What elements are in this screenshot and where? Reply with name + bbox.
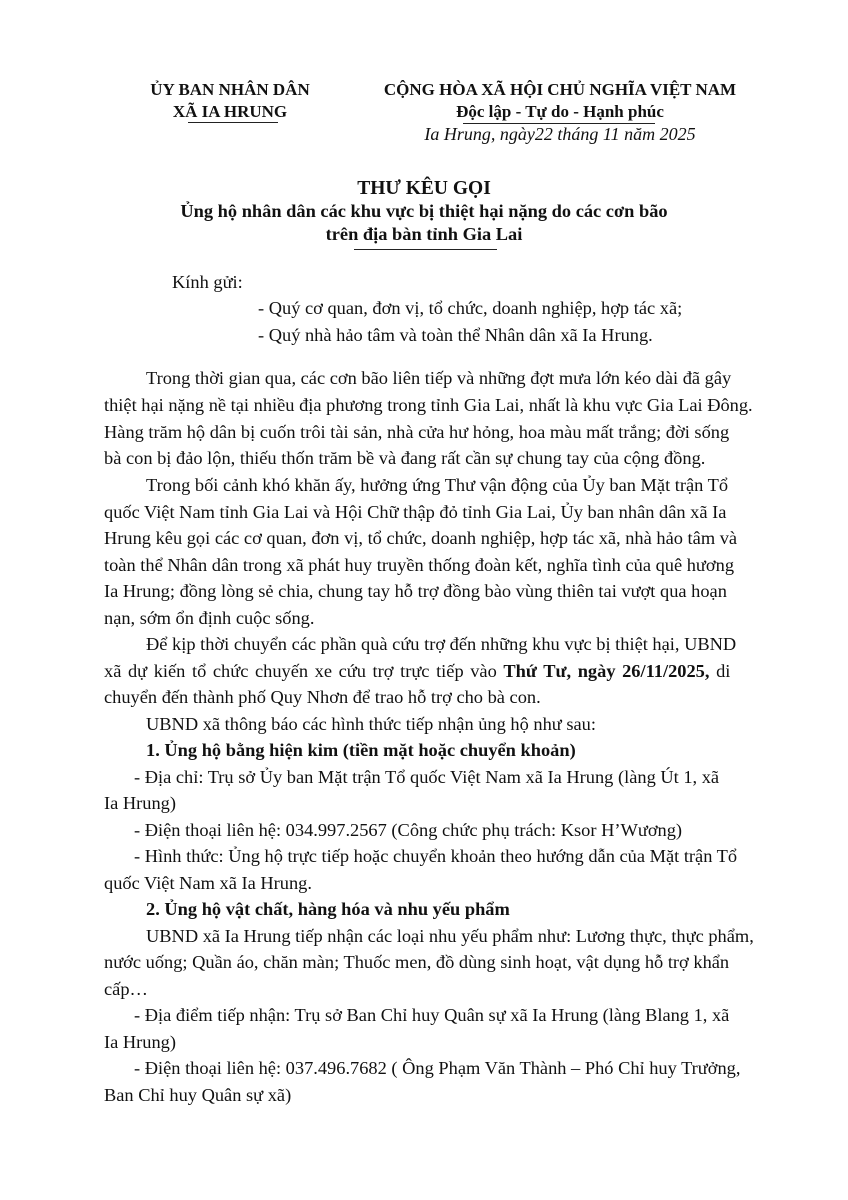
date-line: Ia Hrung, ngày22 tháng 11 năm 2025 xyxy=(424,124,696,144)
section2-heading: 2. Ủng hộ vật chất, hàng hóa và nhu yếu phẩm xyxy=(146,899,510,919)
p1-line4: bà con bị đảo lộn, thiếu thốn trăm bề và đang rất cần sự chung tay của cộng đồng. xyxy=(104,448,706,468)
p3-line2-end: di xyxy=(709,661,731,681)
p1-line3: Hàng trăm hộ dân bị cuốn trôi tài sản, nhà cửa hư hỏng, hoa màu mất trắng; đời sống xyxy=(104,422,730,442)
document-subtitle-line2: trên địa bàn tỉnh Gia Lai xyxy=(325,224,523,244)
section2-items-line2: nước uống; Quần áo, chăn màn; Thuốc men, đồ dùng sinh hoạt, vật dụng hỗ trợ khẩn xyxy=(104,952,730,972)
p2-line5: Ia Hrung; đồng lòng sẻ chia, chung tay hỗ trợ đồng bào vùng thiên tai vượt qua hoạn xyxy=(104,581,727,601)
country-name: CỘNG HÒA XÃ HỘI CHỦ NGHĨA VIỆT NAM xyxy=(383,80,737,99)
motto: Độc lập - Tự do - Hạnh phúc xyxy=(456,102,664,121)
p1-line2: thiệt hại nặng nề tại nhiều địa phương trong tỉnh Gia Lai, nhất là khu vực Gia Lai Đông. xyxy=(104,395,753,415)
recipient-1: - Quý cơ quan, đơn vị, tổ chức, doanh nghiệp, hợp tác xã; xyxy=(258,298,683,318)
p3-line1: Để kịp thời chuyển các phần quà cứu trợ đến những khu vực bị thiệt hại, UBND xyxy=(146,634,737,654)
section1-phone: - Điện thoại liên hệ: 034.997.2567 (Công chức phụ trách: Ksor H’Wương) xyxy=(134,820,683,840)
section1-method-line1: - Hình thức: Ủng hộ trực tiếp hoặc chuyển khoản theo hướng dẫn của Mặt trận Tổ xyxy=(134,846,738,866)
recipient-2: - Quý nhà hảo tâm và toàn thể Nhân dân xã Ia Hrung. xyxy=(258,325,653,345)
section2-place-line2: Ia Hrung) xyxy=(104,1032,177,1052)
p2-line4: toàn thể Nhân dân trong xã phát huy truyền thống đoàn kết, nghĩa tình của quê hương xyxy=(104,555,735,575)
section1-method-line2: quốc Việt Nam xã Ia Hrung. xyxy=(104,873,312,893)
p1-line1: Trong thời gian qua, các cơn bão liên tiếp và những đợt mưa lớn kéo dài đã gây xyxy=(146,368,732,388)
p2-line6: nạn, sớm ổn định cuộc sống. xyxy=(104,608,315,628)
p3-line3: chuyển đến thành phố Quy Nhơn để trao hỗ trợ cho bà con. xyxy=(104,687,541,707)
document-subtitle-line1: Ủng hộ nhân dân các khu vực bị thiệt hại nặng do các cơn bão xyxy=(180,201,668,221)
p2-line1: Trong bối cảnh khó khăn ấy, hưởng ứng Thư vận động của Ủy ban Mặt trận Tổ xyxy=(146,475,729,495)
p3-line2 xyxy=(104,661,730,682)
p2-line2: quốc Việt Nam tỉnh Gia Lai và Hội Chữ thập đỏ tỉnh Gia Lai, Ủy ban nhân dân xã Ia xyxy=(104,502,727,522)
section2-phone-line1: - Điện thoại liên hệ: 037.496.7682 ( Ông Phạm Văn Thành – Phó Chỉ huy Trưởng, xyxy=(134,1058,741,1078)
salutation-label: Kính gửi: xyxy=(172,272,243,292)
section1-heading: 1. Ủng hộ bằng hiện kim (tiền mặt hoặc chuyển khoản) xyxy=(146,740,576,760)
section1-address-line2: Ia Hrung) xyxy=(104,793,177,813)
section2-place-line1: - Địa điểm tiếp nhận: Trụ sở Ban Chỉ huy Quân sự xã Ia Hrung (làng Blang 1, xã xyxy=(134,1005,730,1025)
section2-items-line3: cấp… xyxy=(104,979,148,999)
document-title: THƯ KÊU GỌI xyxy=(357,178,491,199)
p4: UBND xã thông báo các hình thức tiếp nhận ủng hộ như sau: xyxy=(146,714,596,734)
commune-underline xyxy=(188,122,278,123)
p3-line2-text: xã dự kiến tổ chức chuyến xe cứu trợ trực tiếp vào xyxy=(104,661,504,681)
p2-line3: Hrung kêu gọi các cơ quan, đơn vị, tổ chức, doanh nghiệp, hợp tác xã, nhà hảo tâm và xyxy=(104,528,738,548)
section2-items-line1: UBND xã Ia Hrung tiếp nhận các loại nhu yếu phẩm như: Lương thực, thực phẩm, xyxy=(146,926,754,946)
section2-phone-line2: Ban Chỉ huy Quân sự xã) xyxy=(104,1085,292,1105)
title-underline xyxy=(354,249,497,250)
section1-address-line1: - Địa chỉ: Trụ sở Ủy ban Mặt trận Tổ quốc Việt Nam xã Ia Hrung (làng Út 1, xã xyxy=(134,767,720,787)
trip-date: Thứ Tư, ngày 26/11/2025, xyxy=(503,661,710,681)
commune-name: XÃ IA HRUNG xyxy=(172,102,288,121)
agency-name: ỦY BAN NHÂN DÂN xyxy=(150,80,310,99)
